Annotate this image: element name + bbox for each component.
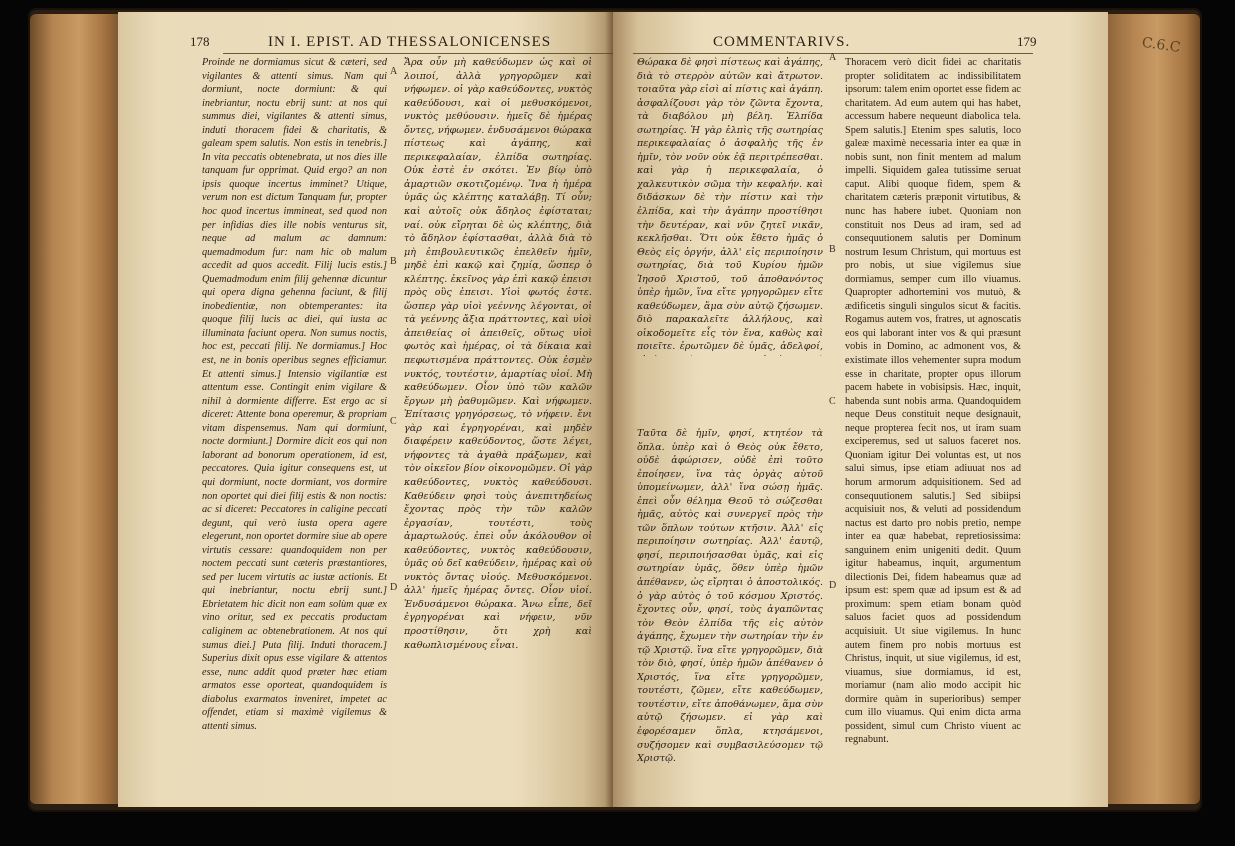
left-page-edges: [30, 14, 120, 804]
greek-text-right-2: Ταῦτα δὲ ἡμῖν, φησί, κτητέον τὰ ὅπλα. ὑπὲρ καὶ ὁ Θεὸς οὐκ ἔθετο, οὐδὲ ἀφώρισεν, οὐδὲ ἐπὶ τοῦτο ἐποίησεν, ἵνα τὰς ὀργὰς αὐτοῦ ὑπομείνωμεν, ἀλλ' ἵνα σώσῃ ἡμᾶς. ἐπεὶ οὖν θέλημα Θεοῦ τὸ σώζεσθαι ἡμᾶς, αὐτὸς καὶ συνεργεῖ πρὸς τὴν τῶν ὅπλων τούτων κτῆσιν. Ἀλλ' εἰς περιποίησιν σωτηρίας. Ἀλλ' ἑαυτῷ, φησί, περιποιήσασθαι ὑμᾶς, καὶ εἰς σωτηρίαν ὑμᾶς, ὅθεν ὑπὲρ ἡμῶν ἀπέθανεν, ὡς εἴρηται ὁ ἀποστολικός. ὁ γὰρ αὐτὸς ὁ τοῦ κόσμου Χριστός. ἔχοντες οὖν, φησί, τοὺς ἀγαπῶντας τὸν Θεὸν ἐλπίδα τῆς εἰς αὐτὸν ἀγάπης, ἔχωμεν τὴν σωτηρίαν τὴν ἐν τῷ Χριστῷ. ἵνα εἴτε γρηγορῶμεν, διὰ τὸν διὸ, φησί, ὑπὲρ ἡμῶν ἀπέθανεν ὁ Χριστός, ἵνα εἴτε γρηγορῶμεν, τουτέστι, ζῶμεν, εἴτε καθεύδωμεν, τουτέστιν, εἴτε ἀποθάνωμεν, ἅμα σὺν αὐτῷ ζήσωμεν. εἰ γὰρ καὶ ἐφορέσαμεν ὅπλα, κτησάμενοι, συζήσομεν καὶ συμβασιλεύσομεν τῷ Χριστῷ.: [637, 428, 823, 765]
greek-column-right-upper: [637, 56, 823, 356]
page-number-right: 179: [1017, 34, 1037, 49]
latin-column-right: [845, 56, 1021, 792]
running-head-left: IN I. EPIST. AD THESSALONICENSES: [268, 34, 552, 50]
greek-column-left: [404, 56, 592, 792]
greek-column-right-lower: [637, 427, 823, 792]
right-page-edges: [1105, 14, 1200, 804]
right-page: [613, 12, 1108, 807]
margin-mark-b: B: [390, 256, 397, 267]
running-head-right: COMMENTARIVS.: [713, 34, 851, 50]
shelf-mark-label: C.6.C: [1140, 34, 1182, 56]
left-page: [118, 12, 613, 807]
margin-mark-a: A: [390, 66, 398, 77]
header-rule-left: [223, 53, 613, 54]
margin-mark-d-right: D: [829, 580, 837, 591]
latin-column-left: [202, 56, 387, 792]
page-number-left: 178: [190, 34, 210, 49]
latin-text-left: Proinde ne dormiamus sicut & cæteri, sed vigilantes & attenti simus. Nam qui dormiunt, nocte dormiunt: & qui inebriantur, noctu ebrij sunt: at nos qui summus diei, vigilantes & attenti simus, induti thoracem fidei & charitatis, & galeam spem salutis. Non estis in tenebris.] In vita peccatis obtenebrata, ut nos dies ille tanquam fur opprimat. Quid ergo? an non ipsis quoque incertus imminet? Utique, verum non est dictum Tanquam fur, propter hoc quod incertus immineat, sed quod non per infidias dies ille nobis venturus sit, neque ad malum ac damnum: quemadmodum fur: nam hic ob malum accedit ad quos accedit. Filij lucis estis.] Quemadmodum enim filij gehennæ dicuntur qui opera digna gehenna faciunt, & filij inobedientiæ, non obtemperantes: ita quoque filij lucis ac diei, qui iusta ac illuminata faciunt opera. Non sumus noctis, hoc est, peccati filij. Ne dormiamus.] Hoc est, ne in bonis operibus segnes efficiamur. Et attenti simus.] Intensio vigilantiæ est attentum esse. Contingit enim vigilare & nihil à dormiente differre. Est ergo ac si diceret: Attente bona operemur, & propriam vitam dispensemus. Nam qui dormiunt, nocte dormiunt.] Dormire dicit eos qui non laborant ad bonorum operationem, id est, peccatores. Quia igitur consequens est, ut qui dormiunt, nocte dormiant, vos dormire non oportet qui diei filij estis & non noctis: ac si diceret: Peccatores in caligine peccati degunt, qui verò iusta opera agere elegerunt, non oportet dormire siue ab opere virtutis cessare: quandoquidem non per noctem peccati sunt cæteris præstantiores, sed per lucem virtutis ac iustæ actionis. Et qui inebriantur, noctu ebrij sunt.] Ebrietatem hic dicit non eam solùm quæ ex vino oritur, sed ex peccatis productam caliginem ac obtenebrationem. At nos qui sumus diei.] Puta filij. Induti thoracem.] Superius dixit opus esse vigilare & attentos esse, nunc addit quod præter hæc etiam armatos esse oporteat, quandoquidem is diabolus exarmatos inveniret, impetet ac offendet, etiam si maximè vigilemus & attenti simus.: [202, 57, 387, 732]
margin-mark-b-right: B: [829, 244, 836, 255]
margin-mark-a-right: A: [829, 52, 837, 63]
latin-text-right: Thoracem verò dicit fidei ac charitatis propter soliditatem ac indissibilitatem ipsorum: talem enim oportet esse fidem ac charitatem. Ad eum autem qui has habet, accessum habere nequeunt diabolica tela. Spem salutis.] Etenim spes salutis, loco galeæ maximè necessaria inter ea quæ in nobis sunt, non finit mentem ad malum impelli. Siquidem galea tutissime seruat caput. Alibi quoque fidem, spem & charitatem cæteris præponit virtutibus, & nunc has habere iubet. Quoniam non constituit nos Deus ad iram, sed ad consequutionem salutis per Dominum nostrum Iesum Christum, qui mortuus est pro nobis, ut siue vigilemus siue dormiamus, semper cum illo viuamus. Quapropter adhortemini vos mutuò, & ædificetis singuli singulos sicut & facitis. Rogamus autem vos, fratres, ut agnoscatis eos qui laborant inter vos & qui præsunt vobis in Domino, ac admonent vos, & existimate illos vehementer supra modum esse in charitate, propter opus illorum pacem habete in vobisipsis. Hæc, inquit, habenda sunt nobis arma. Quandoquidem neque Deus constituit neque designauit, neque propterea fecit nos, ut iram suam exciperemus, sed ut saluos faceret nos. Quoniam igitur Dei voluntas est, ut nos salui simus, ipse etiam adiuuat nos ad horum armorum adquisitionem. Sed ad consequutionem salutis.] Sed sibiipsi acquisiuit nos, & veluti ad possidendum nactus est darto pro nobis pretio, nempe inter ea quæ habebat, repretiosissima: sanguinem enim unigeniti dedit. Quum igitur habeamus, inquit, argumentum dilectionis Dei, fidem habeamus quæ ad ipsum est: spem quæ ad ipsum est & ad proximum: spem etiam bonam quòd saluos faciet quos ad possidendum acquisiuit. Ut siue vigilemus. In hunc autem finem pro nobis mortuus est Christus, inquit, ut siue vigilemus, id est, viuamus, siue dormiamus, id est, moriamur (nam alio modo accipit hic dormire quàm in superioribus) semper cum illo viuamus. Qui enim dicta arma possident, simul cum Christo viuent ac regnabunt.: [845, 57, 1021, 746]
greek-text-right-1: Θώρακα δὲ φησὶ πίστεως καὶ ἀγάπης, διὰ τὸ στερρὸν αὐτῶν καὶ ἄτρωτον. τοιαῦτα γὰρ εἰσὶ αἱ πίστις καὶ ἀγάπη. ἀσφαλίζουσι γὰρ τὸν ζῶντα ἔχοντα, τὰ διαβόλου μὴ βέλη. Ἐλπίδα σωτηρίας. Ἡ γὰρ ἐλπὶς τῆς σωτηρίας περικεφαλαίας ὁ ἀσφαλὴς τῆς ἐν ἡμῖν, τὸν νοῦν οὐκ ἐᾷ περιτρέπεσθαι. καὶ γὰρ ἡ περικεφαλαία, ὁ χαλκευτικὸν σῶμα τὴν κεφαλήν. καὶ διδάσκων δὲ τὴν πίστιν καὶ τὴν ἐλπίδα, καὶ τὴν ἀγάπην προστίθησι τὴν δευτέραν, καὶ νῦν ζητεῖ νικᾶν, κεκλῆσθαι. Ὅτι οὐκ ἔθετο ἡμᾶς ὁ Θεὸς εἰς ὀργήν, ἀλλ' εἰς περιποίησιν σωτηρίας, διὰ τοῦ Κυρίου ἡμῶν Ἰησοῦ Χριστοῦ, τοῦ ἀποθανόντος ὑπὲρ ἡμῶν, ἵνα εἴτε γρηγορῶμεν εἴτε καθεύδωμεν, ἅμα σὺν αὐτῷ ζήσωμεν. διὸ παρακαλεῖτε ἀλλήλους, καὶ οἰκοδομεῖτε εἷς τὸν ἕνα, καθὼς καὶ ποιεῖτε. ἐρωτῶμεν δὲ ὑμᾶς, ἀδελφοί,: [637, 57, 823, 353]
margin-mark-c-right: C: [829, 396, 836, 407]
margin-mark-c: C: [390, 416, 397, 427]
margin-mark-d: D: [390, 582, 398, 593]
greek-text-left: Ἄρα οὖν μὴ καθεύδωμεν ὡς καὶ οἱ λοιποί, ἀλλὰ γρηγορῶμεν καὶ νήφωμεν. οἱ γὰρ καθεύδοντες, νυκτὸς καθεύδουσι, καὶ οἱ μεθυσκόμενοι, νυκτὸς μεθύουσιν. ἡμεῖς δὲ ἡμέρας ὄντες, νήφωμεν. ἐνδυσάμενοι θώρακα πίστεως καὶ ἀγάπης, καὶ περικεφαλαίαν, ἐλπίδα σωτηρίας. Οὐκ ἐστὲ ἐν σκότει. Ἐν βίῳ ὑπὸ ἁμαρτιῶν σκοτιζομένῳ. Ἵνα ἡ ἡμέρα ὑμᾶς ὡς κλέπτης καταλάβῃ. Τί οὖν; καὶ αὐτοῖς οὐκ ἄδηλος ἐφίσταται; ναί. οὐκ εἴρηται δὲ ὡς κλέπτης, διὰ τὸ ἄδηλον ἐφίστασθαι, ἀλλὰ διὰ τὸ μὴ ἐπιβουλευτικῶς ἐπελθεῖν ἡμῖν, μηδὲ ἐπὶ κακῷ καὶ ζημίᾳ, ὥσπερ ὁ κλέπτης. ἐκεῖνος γὰρ ἐπὶ κακῷ ἐπεισι πρὸς οὓς ἐπεισι. Υἱοὶ φωτός ἐστε. ὥσπερ γὰρ υἱοὶ γεέννης λέγονται, οἱ τὰ γεέννης ἄξια πράττοντες, καὶ υἱοὶ ἀπειθείας οἱ ἀπειθεῖς, οὕτως υἱοὶ φωτὸς καὶ ἡμέρας, οἱ τὰ δίκαια καὶ πεφωτισμένα πράττοντες. Οὐκ ἐσμὲν νυκτός, τουτέστιν, ἁμαρτίας υἱοί. Μὴ καθεύδωμεν. Οἷον ὑπὸ τῶν καλῶν ἔργων μὴ ῥαθυμῶμεν. Καὶ νήφωμεν. Ἐπίτασις γρηγόρσεως, τὸ νήφειν. ἔνι γὰρ καὶ ἐγρηγορέναι, καὶ μηδὲν διαφέρειν καθεύδοντος, ὥστε λέγει, νήφοντες τὰ ἀγαθὰ πράξωμεν, καὶ τὸν οἰκεῖον βίον οἰκονομῶμεν. Οἱ γὰρ καθεύδοντες, νυκτὸς καθεύδουσι. Καθεύδειν φησὶ τοὺς ἀνεπιτηδείως ἔχοντας πρὸς τὴν τῶν καλῶν ἐργασίαν, τουτέστι, τοὺς ἁμαρτωλούς. ἐπεὶ οὖν ἀκόλουθον οἱ καθεύδοντες, νυκτὸς καθεύδουσιν, ὑμᾶς οὐ δεῖ καθεύδειν, ἡμέρας καὶ οὐ νυκτὸς ὄντας υἱούς. Μεθυσκόμενοι. ἀλλ' ἡμεῖς ἡμέρας ὄντες. Οἷον υἱοί. Ἐνδυσάμενοι θώρακα. Ἄνω εἶπε, δεῖ ἐγρηγορέναι καὶ νήφειν, νῦν προστίθησιν, ὅτι χρὴ καὶ καθωπλισμένους εἶναι.: [404, 57, 592, 651]
